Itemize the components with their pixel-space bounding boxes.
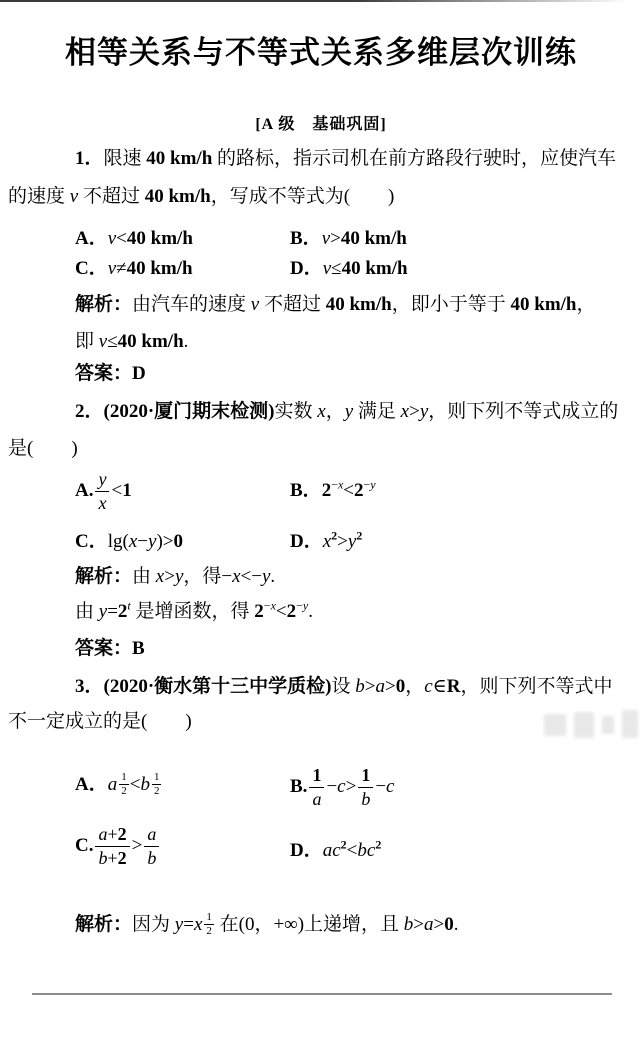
- superscript: 2: [331, 528, 338, 543]
- q3-option-b: B. $\frac{1}{a}$ − c > $\frac{1}{b}$ − c: [290, 764, 395, 809]
- q2-answer: 答案：B: [75, 638, 145, 659]
- fraction: $\frac{1}{b}$: [358, 766, 373, 809]
- q3-analysis-line-1: 解析：因为 y=x $\frac{1}{2}$ 在(0，+∞)上递增，且 b>a>0.: [75, 911, 459, 937]
- page-top-edge-line: [0, 0, 642, 2]
- q1-option-a: A．v<40 km/h: [75, 228, 193, 249]
- bottom-divider: [32, 993, 612, 995]
- q3-stem-line-2: 不一定成立的是( ): [8, 711, 192, 732]
- superscript: 2: [340, 837, 347, 852]
- q2-option-d: D．$x^2>y^2$: [290, 528, 363, 552]
- page-title: 相等关系与不等式关系多维层次训练: [65, 35, 577, 70]
- fraction-exponent: $\frac{1}{2}$: [121, 771, 127, 797]
- q2-analysis-line-1: 解析：由 x>y，得−x<−y.: [75, 566, 276, 587]
- superscript: 2: [356, 528, 363, 543]
- q1-option-c: C．v≠40 km/h: [75, 258, 193, 279]
- q3-option-a: A．a $\frac{1}{2}$ <b $\frac{1}{2}$: [75, 771, 160, 797]
- q2-option-a: A. $\frac{y}{x}$ < 1: [75, 468, 132, 513]
- superscript: −y: [363, 477, 376, 492]
- q1-analysis-line-1: 解析：由汽车的速度 v 不超过 40 km/h，即小于等于 40 km/h，: [75, 294, 596, 315]
- q3-option-d: D．$ac^2<bc^2$: [290, 837, 382, 861]
- fraction-exponent: $\frac{1}{2}$: [153, 771, 160, 797]
- q2-stem-line-2: 是( ): [8, 438, 78, 459]
- q1-analysis-line-2: 即 v≤40 km/h.: [75, 331, 189, 352]
- q3-option-c: C. $\frac{a+2}{b+2}$ > $\frac{a}{b}$: [75, 822, 161, 870]
- q2-stem-line-1: 2．(2020·厦门期末检测)实数 x，y 满足 x>y，则下列不等式成立的: [75, 401, 619, 422]
- superscript: t: [127, 598, 131, 613]
- q2-option-b: B．$2^{-x}<2^{-y}$: [290, 477, 376, 501]
- superscript: 2: [375, 837, 382, 852]
- q2-analysis-line-2: 由 $y=2^t$ 是增函数，得 $2^{-x}<2^{-y}$.: [75, 598, 313, 622]
- fraction: $\frac{a+2}{b+2}$: [95, 825, 129, 868]
- q1-option-d: D．v≤40 km/h: [290, 258, 408, 279]
- fraction-exponent: $\frac{1}{2}$: [206, 911, 212, 937]
- q1-stem-line-1: 1．限速 40 km/h 的路标，指示司机在前方路段行驶时，应使汽车: [75, 148, 617, 169]
- fraction: $\frac{a}{b}$: [144, 825, 159, 868]
- faint-watermark: [540, 706, 640, 752]
- fraction: $\frac{1}{a}$: [309, 766, 324, 809]
- q1-option-b: B．v>40 km/h: [290, 228, 407, 249]
- q1-stem-line-2: 的速度 v 不超过 40 km/h，写成不等式为( ): [8, 186, 395, 207]
- fraction: $\frac{y}{x}$: [95, 470, 109, 513]
- q3-stem-line-1: 3．(2020·衡水第十三中学质检)设 b>a>0，c∈R，则下列不等式中: [75, 676, 613, 697]
- q1-answer: 答案：D: [75, 363, 146, 384]
- section-heading: [A 级 基础巩固]: [255, 116, 387, 133]
- superscript: −x: [331, 477, 344, 492]
- q2-option-c: C．lg(x−y)>0: [75, 531, 183, 552]
- superscript: −y: [296, 598, 309, 613]
- superscript: −x: [263, 598, 276, 613]
